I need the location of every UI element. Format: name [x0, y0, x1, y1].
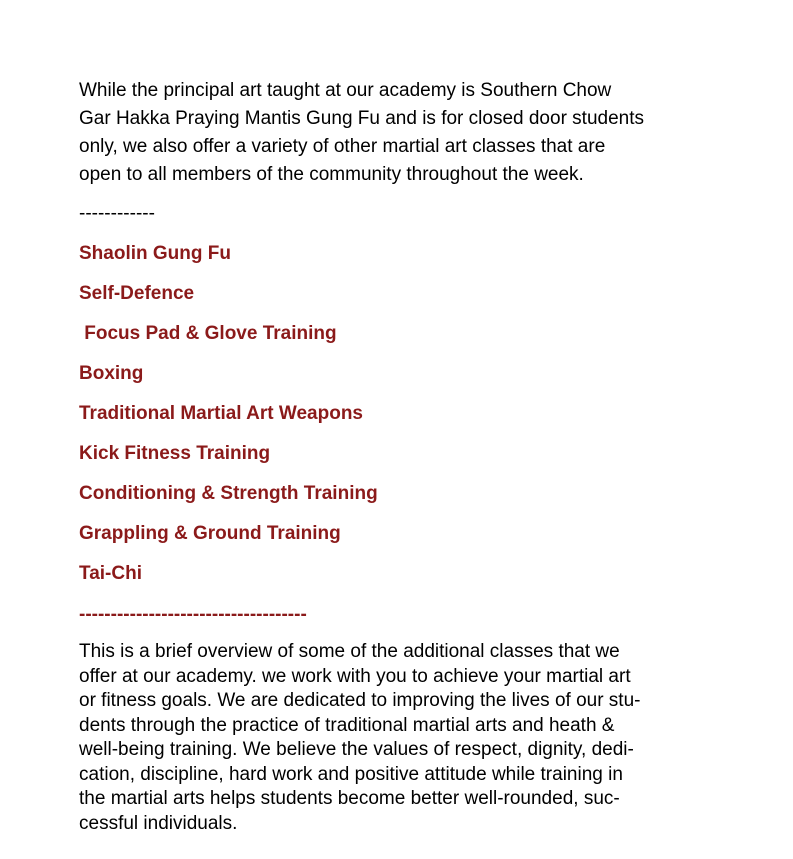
class-item-traditional-martial-art-weapons: Traditional Martial Art Weapons — [79, 403, 363, 424]
class-item-kick-fitness-training: Kick Fitness Training — [79, 443, 271, 464]
overview-line-3: or fitness goals. We are dedicated to improving the lives of our stu- — [79, 690, 641, 711]
class-item-grappling-ground-training: Grappling & Ground Training — [79, 523, 341, 544]
class-item-shaolin-gung-fu: Shaolin Gung Fu — [79, 243, 231, 264]
intro-paragraph — [79, 77, 739, 189]
overview-line-4: dents through the practice of traditional martial arts and heath & — [79, 714, 615, 736]
intro-line-2: Gar Hakka Praying Mantis Gung Fu and is for closed door students — [79, 108, 644, 129]
overview-line-8: cessful individuals. — [79, 812, 238, 834]
intro-line-4: open to all members of the community throughout the week. — [79, 164, 584, 185]
overview-line-6: cation, discipline, hard work and positive attitude while training in — [79, 763, 623, 785]
intro-line-3: only, we also offer a variety of other martial art classes that are — [79, 136, 606, 157]
overview-line-2: offer at our academy. we work with you to achieve your martial art — [79, 665, 631, 687]
divider-dashes-bottom: ------------------------------------ — [79, 604, 307, 625]
overview-line-7: the martial arts helps students become better well-rounded, suc- — [79, 788, 620, 809]
class-item-conditioning-strength-training: Conditioning & Strength Training — [79, 483, 378, 504]
overview-paragraph — [79, 640, 739, 836]
class-list — [79, 240, 739, 588]
overview-line-5: well-being training. We believe the values of respect, dignity, dedi- — [79, 739, 634, 760]
content-area — [79, 77, 739, 836]
divider-dashes-top: ------------ — [79, 203, 155, 224]
class-item-boxing: Boxing — [79, 363, 144, 384]
intro-line-1: While the principal art taught at our academy is Southern Chow — [79, 80, 612, 101]
class-item-self-defence: Self-Defence — [79, 283, 195, 304]
class-item-focus-pad-glove-training: Focus Pad & Glove Training — [79, 323, 337, 344]
overview-line-1: This is a brief overview of some of the additional classes that we — [79, 641, 620, 662]
class-item-tai-chi: Tai-Chi — [79, 563, 142, 584]
